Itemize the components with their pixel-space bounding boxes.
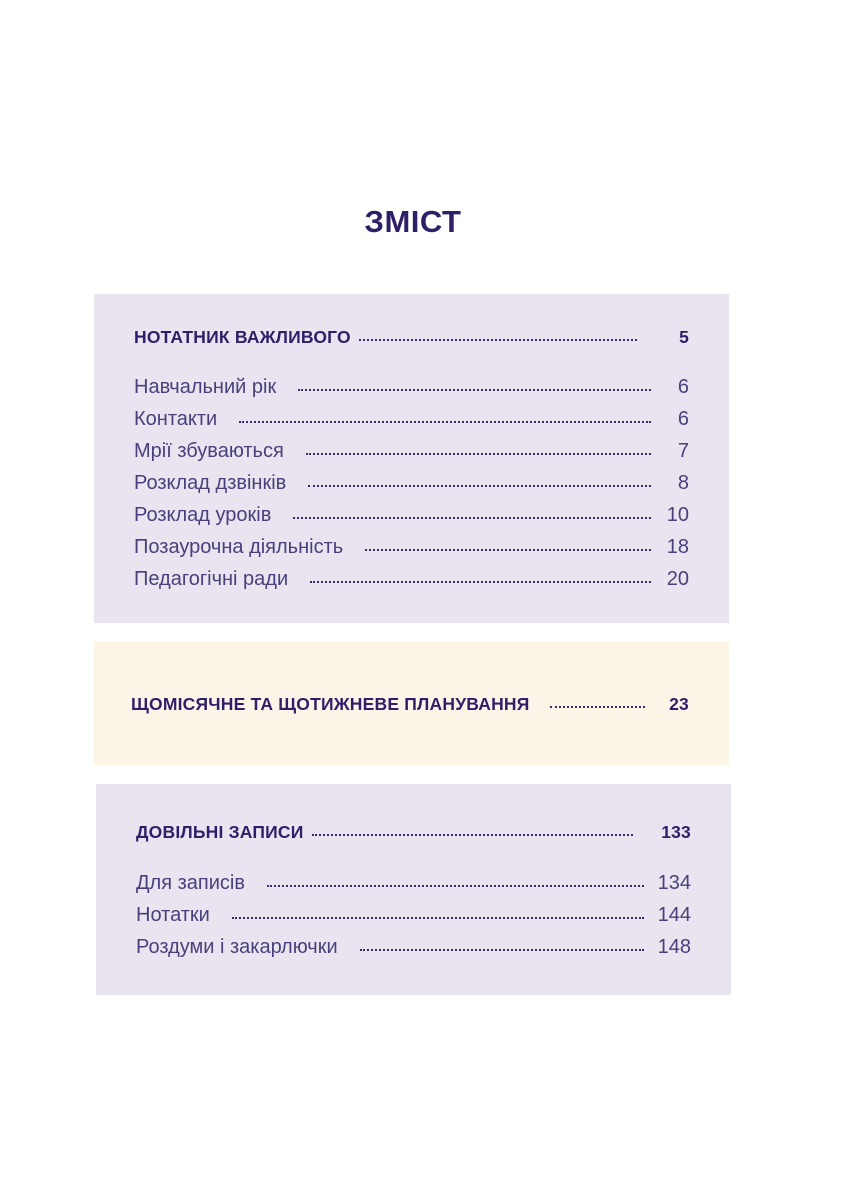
toc-entry-label: Контакти — [134, 408, 218, 430]
toc-entry-label: Розклад дзвінків — [134, 472, 287, 494]
toc-page-number: 10 — [666, 504, 689, 526]
dot-leader — [306, 453, 651, 455]
toc-entry[interactable] — [136, 872, 691, 895]
toc-heading-row[interactable] — [136, 822, 691, 843]
toc-entry-label: Педагогічні ради — [134, 568, 289, 590]
toc-entry[interactable] — [134, 504, 689, 527]
toc-entry-label: Для записів — [136, 872, 245, 894]
toc-heading-label: ДОВІЛЬНІ ЗАПИСИ — [136, 822, 304, 842]
toc-heading-row[interactable] — [131, 694, 689, 715]
toc-entry[interactable] — [134, 376, 689, 399]
toc-page-number: 134 — [657, 872, 691, 894]
toc-section-planning — [94, 642, 729, 765]
toc-entry-label: Позаурочна діяльність — [134, 536, 344, 558]
toc-entry[interactable] — [134, 536, 689, 559]
toc-entry-label: Нотатки — [136, 904, 210, 926]
toc-entry-label: Розклад уроків — [134, 504, 272, 526]
dot-leader — [312, 834, 634, 836]
toc-entry[interactable] — [134, 440, 689, 463]
toc-page-number: 5 — [679, 327, 689, 347]
dot-leader — [232, 917, 644, 919]
dot-leader — [298, 389, 651, 391]
toc-page-number: 8 — [677, 472, 689, 494]
toc-page-number: 144 — [657, 904, 691, 926]
toc-page-number: 148 — [657, 936, 691, 958]
dot-leader — [310, 581, 651, 583]
dot-leader — [293, 517, 651, 519]
dot-leader — [360, 949, 644, 951]
toc-entry-label: Мрії збуваються — [134, 440, 284, 462]
dot-leader — [365, 549, 651, 551]
dot-leader — [550, 706, 645, 708]
dot-leader — [359, 339, 637, 341]
toc-heading-row[interactable] — [134, 327, 689, 348]
toc-page-number: 23 — [669, 694, 689, 714]
page-title: ЗМІСТ — [364, 204, 462, 239]
toc-page-number: 18 — [666, 536, 689, 558]
toc-page-number: 20 — [666, 568, 689, 590]
toc-entry[interactable] — [136, 936, 691, 959]
toc-page-number: 7 — [677, 440, 689, 462]
toc-page-number: 133 — [661, 822, 691, 842]
toc-heading-label: ЩОМІСЯЧНЕ ТА ЩОТИЖНЕВЕ ПЛАНУВАННЯ — [131, 694, 530, 714]
toc-entry[interactable] — [134, 408, 689, 431]
toc-section-important-notes — [94, 294, 729, 623]
toc-entry-label: Роздуми і закарлючки — [136, 936, 338, 958]
toc-entry-label: Навчальний рік — [134, 376, 277, 398]
toc-page-number: 6 — [677, 376, 689, 398]
toc-entry[interactable] — [134, 568, 689, 591]
toc-entry[interactable] — [136, 904, 691, 927]
dot-leader — [239, 421, 651, 423]
toc-heading-label: НОТАТНИК ВАЖЛИВОГО — [134, 327, 351, 347]
dot-leader — [308, 485, 651, 487]
toc-section-free-notes — [96, 784, 731, 995]
toc-page-number: 6 — [677, 408, 689, 430]
dot-leader — [267, 885, 644, 887]
toc-entry[interactable] — [134, 472, 689, 495]
